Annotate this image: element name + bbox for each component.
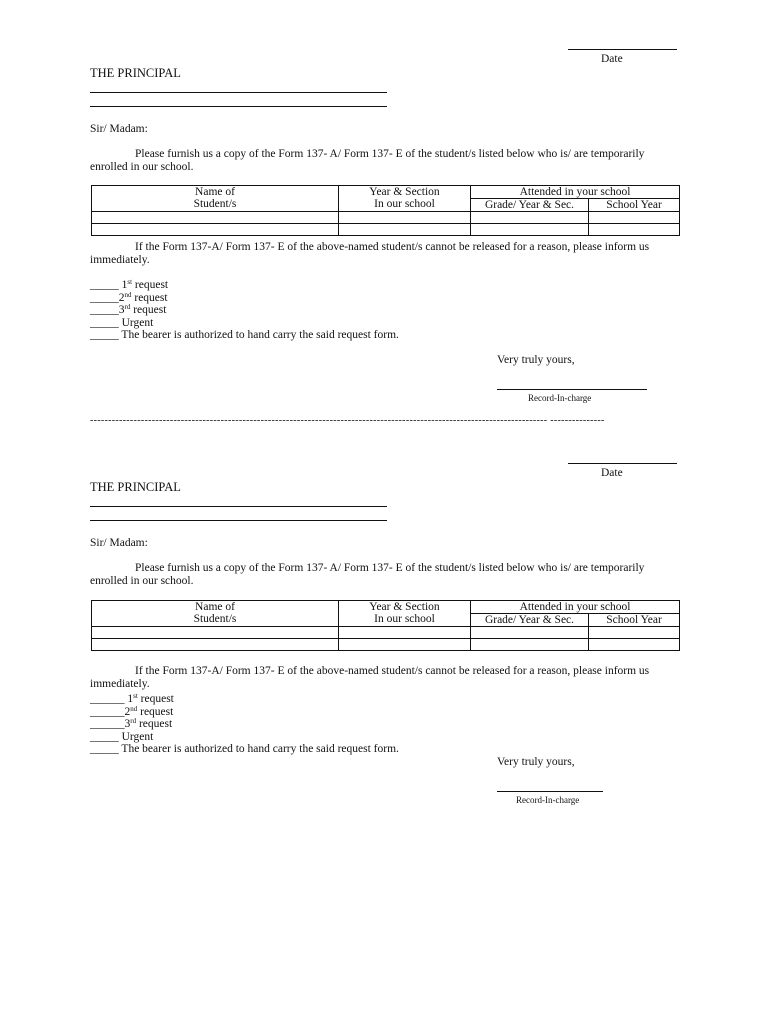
cell-year-section[interactable] <box>339 627 471 639</box>
header-grade: Grade/ Year & Sec. <box>471 614 589 627</box>
cell-name[interactable] <box>92 639 339 651</box>
request-options <box>90 693 399 756</box>
cell-grade[interactable] <box>471 224 589 236</box>
notice-text: If the Form 137-A/ Form 137- E of the above-named student/s cannot be released for a reason, please inform us immediately. <box>90 665 650 690</box>
cell-school-year[interactable] <box>589 212 680 224</box>
cell-year-section[interactable] <box>339 224 471 236</box>
notice-text: If the Form 137-A/ Form 137- E of the above-named student/s cannot be released for a reason, please inform us immediately. <box>90 241 650 266</box>
bearer-option[interactable]: _____ The bearer is authorized to hand carry the said request form. <box>90 329 399 341</box>
signature-line[interactable] <box>497 389 647 390</box>
body-text: Please furnish us a copy of the Form 137- A/ Form 137- E of the student/s listed below who is/ are temporarily enrolled in our school. <box>90 148 645 173</box>
students-table <box>91 185 680 236</box>
closing: Very truly yours, <box>497 354 575 366</box>
urgent-option[interactable]: _____ Urgent <box>90 316 154 329</box>
request-option-1[interactable]: _____ 1st request <box>90 278 169 291</box>
bearer-option[interactable]: _____ The bearer is authorized to hand carry the said request form. <box>90 743 399 755</box>
cell-school-year[interactable] <box>589 639 680 651</box>
cell-grade[interactable] <box>471 639 589 651</box>
address-line-2[interactable] <box>90 520 387 521</box>
addressee: THE PRINCIPAL <box>90 66 181 80</box>
request-option-1[interactable]: ______ 1st request <box>90 692 174 705</box>
students-table <box>91 600 680 651</box>
table-row <box>92 212 680 224</box>
header-name: Name of Student/s <box>92 601 339 627</box>
request-option-3[interactable]: ______3rd request <box>90 717 173 730</box>
request-form-2 <box>0 414 768 814</box>
cell-name[interactable] <box>92 627 339 639</box>
address-line-1[interactable] <box>90 92 387 93</box>
request-option-2[interactable]: _____2nd request <box>90 290 168 304</box>
body-text: Please furnish us a copy of the Form 137- A/ Form 137- E of the student/s listed below who is/ are temporarily enrolled in our school. <box>90 562 645 587</box>
header-attended: Attended in your school <box>471 601 680 614</box>
request-options <box>90 279 399 342</box>
signatory-label: Record-In-charge <box>528 393 592 403</box>
header-grade: Grade/ Year & Sec. <box>471 199 589 212</box>
request-option-2[interactable]: ______2nd request <box>90 704 174 718</box>
body-paragraph <box>90 562 680 588</box>
cell-grade[interactable] <box>471 627 589 639</box>
date-label: Date <box>601 467 623 479</box>
cell-grade[interactable] <box>471 212 589 224</box>
header-attended: Attended in your school <box>471 186 680 199</box>
cell-name[interactable] <box>92 212 339 224</box>
body-paragraph <box>90 148 680 174</box>
table-row <box>92 627 680 639</box>
address-line-1[interactable] <box>90 506 387 507</box>
table-row <box>92 224 680 236</box>
date-label: Date <box>601 53 623 65</box>
cut-separator: ------------------------------------------------------------------------------------------------------------------------------ --------------- <box>90 415 605 426</box>
salutation: Sir/ Madam: <box>90 123 148 135</box>
request-form-1 <box>0 0 768 403</box>
address-line-2[interactable] <box>90 106 387 107</box>
cell-year-section[interactable] <box>339 639 471 651</box>
table-row <box>92 639 680 651</box>
cell-year-section[interactable] <box>339 212 471 224</box>
notice-paragraph <box>90 665 680 691</box>
closing: Very truly yours, <box>497 756 575 768</box>
request-option-3[interactable]: _____3rd request <box>90 303 167 316</box>
header-school-year: School Year <box>589 199 680 212</box>
salutation: Sir/ Madam: <box>90 537 148 549</box>
header-name: Name of Student/s <box>92 186 339 212</box>
notice-paragraph <box>90 241 680 267</box>
header-school-year: School Year <box>589 614 680 627</box>
date-line[interactable] <box>568 49 677 50</box>
signatory-label: Record-In-charge <box>516 795 580 805</box>
date-line[interactable] <box>568 463 677 464</box>
urgent-option[interactable]: _____ Urgent <box>90 730 154 743</box>
header-year-section: Year & Section In our school <box>339 186 471 212</box>
cell-school-year[interactable] <box>589 627 680 639</box>
cell-school-year[interactable] <box>589 224 680 236</box>
addressee: THE PRINCIPAL <box>90 480 181 494</box>
header-year-section: Year & Section In our school <box>339 601 471 627</box>
signature-line[interactable] <box>497 791 603 792</box>
cell-name[interactable] <box>92 224 339 236</box>
